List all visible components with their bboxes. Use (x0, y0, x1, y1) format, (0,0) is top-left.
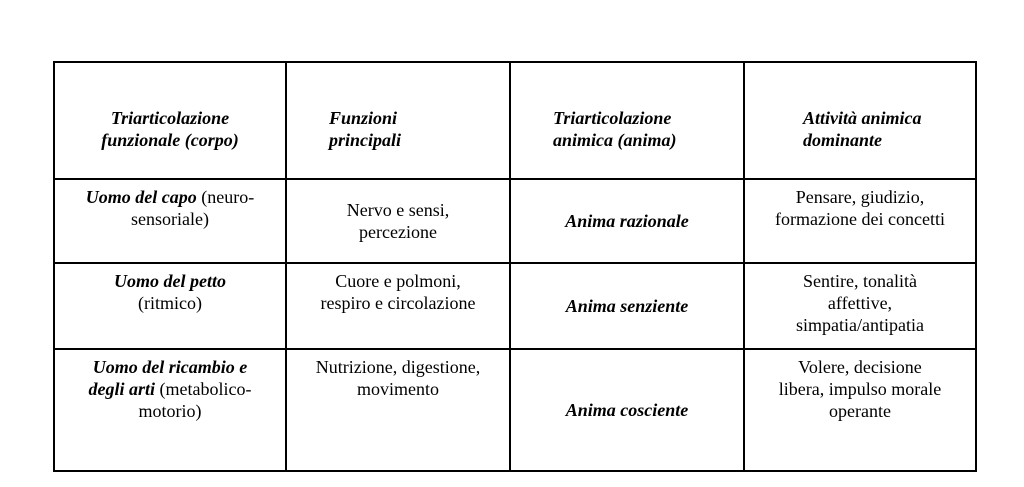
table-row (54, 263, 976, 349)
activity-text: affettive, (827, 293, 893, 313)
activity-cell (744, 179, 976, 263)
table-row (54, 349, 976, 471)
body-cell (54, 263, 286, 349)
soul-cell (510, 349, 744, 471)
header-cell-corpo (54, 62, 286, 179)
functions-text: percezione (359, 222, 437, 242)
header-text: dominante (803, 129, 883, 150)
functions-text: Cuore e polmoni, (335, 271, 461, 291)
header-text: Triarticolazione (110, 107, 230, 128)
soul-cell (510, 179, 744, 263)
soul-text: Anima cosciente (565, 400, 689, 420)
activity-text: operante (829, 401, 891, 421)
activity-text: Sentire, tonalità (803, 271, 917, 291)
table-row (54, 179, 976, 263)
functions-text: Nutrizione, digestione, (315, 357, 481, 377)
functions-cell (286, 349, 510, 471)
activity-text: formazione dei concetti (775, 209, 945, 229)
header-text: Triarticolazione (553, 107, 672, 128)
header-row (54, 62, 976, 179)
functions-text: Nervo e sensi, (346, 200, 450, 220)
body-detail: motorio) (138, 401, 202, 421)
functions-text: respiro e circolazione (320, 293, 476, 313)
functions-text: movimento (357, 379, 439, 399)
activity-cell (744, 349, 976, 471)
activity-text: Volere, decisione (798, 357, 922, 377)
header-cell-funzioni (286, 62, 510, 179)
header-text: animica (anima) (553, 129, 677, 150)
body-cell (54, 349, 286, 471)
functions-cell (286, 179, 510, 263)
soul-cell (510, 263, 744, 349)
header-text: principali (329, 129, 402, 150)
header-cell-attivita (744, 62, 976, 179)
body-cell (54, 179, 286, 263)
soul-text: Anima razionale (565, 211, 689, 231)
header-text: funzionale (corpo) (101, 129, 239, 150)
activity-cell (744, 263, 976, 349)
activity-text: libera, impulso morale (778, 379, 942, 399)
body-detail: sensoriale) (131, 209, 209, 229)
body-name: Uomo del ricambio e (92, 357, 248, 377)
header-cell-anima (510, 62, 744, 179)
body-detail: (neuro- (196, 187, 255, 207)
body-name: degli arti (88, 379, 156, 399)
body-detail: (ritmico) (138, 293, 202, 313)
body-name: Uomo del petto (114, 271, 226, 291)
soul-text: Anima senziente (565, 296, 689, 316)
body-detail: (metabolico- (155, 379, 252, 399)
triarticolazione-table (53, 61, 977, 472)
activity-text: simpatia/antipatia (796, 315, 924, 335)
header-text: Attività animica (803, 107, 922, 128)
activity-text: Pensare, giudizio, (795, 187, 925, 207)
body-name: Uomo del capo (85, 187, 197, 207)
header-text: Funzioni (329, 107, 398, 128)
functions-cell (286, 263, 510, 349)
